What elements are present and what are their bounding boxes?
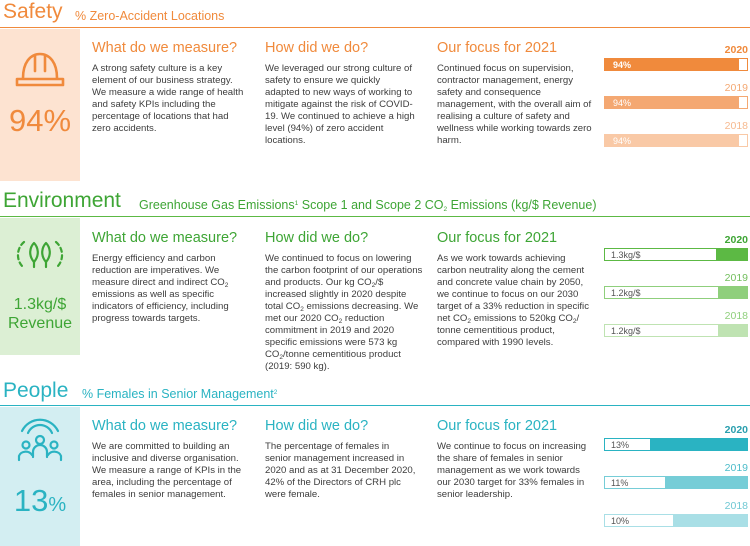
environment-bar-year-2018: 2018 (724, 310, 748, 322)
environment-subtitle-a: Greenhouse Gas Emissions (139, 198, 295, 212)
environment-bar-fill-2018 (718, 325, 747, 336)
environment-did-text-c: emissions decreasing. We met our 2020 CO (265, 301, 419, 324)
safety-focus-text: Continued focus on supervision, contractor management, energy safety and consequence management, with the overall aim of realising a culture of safety and wellness while working towards zero harm. (437, 63, 592, 146)
environment-did-text (265, 253, 423, 373)
environment-subtitle (139, 198, 597, 212)
people-subtitle (82, 387, 277, 401)
environment-did-heading: How did we do? (265, 230, 369, 246)
people-bar-2019 (604, 476, 748, 489)
safety-bar-label-2019: 94% (613, 98, 632, 108)
people-did-text: The percentage of females in senior management increased in 2020 and as at 31 December 2020, 42% of the Directors of CRH plc were female. (265, 441, 416, 500)
environment-focus-heading: Our focus for 2021 (437, 230, 558, 246)
safety-bar-2020 (604, 58, 748, 71)
environment-did-text-sub2: 2 (300, 306, 304, 313)
safety-bar-chart (604, 44, 748, 159)
environment-section (0, 183, 750, 372)
safety-bar-2018 (604, 134, 748, 147)
environment-subtitle-b: Scope 1 and Scope 2 CO (298, 198, 444, 212)
safety-did-heading: How did we do? (265, 40, 369, 56)
people-bar-label-2018: 10% (611, 516, 630, 526)
environment-measure-text (92, 253, 248, 325)
environment-did-text-sub4: 2 (279, 354, 284, 361)
safety-measure-text: A strong safety culture is a key element of our business strategy. We measure a wide range of health and safety KPIs including the percentage of locations that had zero accidents. (92, 63, 244, 134)
people-subtitle-sup: 2 (273, 389, 278, 396)
environment-measure-text-a: Energy efficiency and carbon reduction are imperatives. We measure direct and indirect CO (92, 253, 225, 288)
environment-divider (0, 216, 750, 217)
environment-kpi-panel (0, 218, 80, 355)
environment-title: Environment (3, 189, 121, 212)
safety-bar-label-2020: 94% (613, 60, 632, 70)
environment-did-text-sub1: 2 (371, 282, 376, 289)
people-measure-text: We are committed to building an inclusive and diverse organisation. We measure a range of KPIs in the area, including the percentage of females in senior management. (92, 441, 242, 500)
environment-kpi-value: 1.3kg/$ (13, 296, 67, 313)
people-divider (0, 405, 750, 406)
environment-did-text-e: /tonne cementitious product (2019: 590 kg). (265, 349, 401, 372)
safety-did-text: We leveraged our strong culture of safety to ensure we quickly adapted to new ways of working to mitigate against the risk of COVID-19. We continued to achieve a high level (94%) of zero accident locations. (265, 63, 415, 146)
environment-bar-year-2019: 2019 (724, 272, 748, 284)
people-bar-fill-2018 (673, 515, 747, 526)
people-bar-2020 (604, 438, 748, 451)
safety-title: Safety (3, 0, 63, 23)
safety-focus-heading: Our focus for 2021 (437, 40, 558, 56)
people-subtitle-text: % Females in Senior Management (82, 387, 274, 401)
safety-focus-column (437, 40, 603, 147)
environment-bar-label-2018: 1.2kg/$ (611, 326, 641, 336)
people-measure-heading: What do we measure? (92, 418, 238, 434)
environment-focus-text-b: emissions to 520kg CO (471, 313, 573, 324)
safety-section (0, 0, 750, 182)
people-bar-year-2019: 2019 (724, 462, 748, 474)
safety-measure-heading: What do we measure? (92, 40, 238, 56)
environment-did-text-sub3: 2 (338, 318, 343, 325)
environment-subtitle-sub: 2 (443, 206, 448, 213)
hard-hat-icon (15, 45, 65, 89)
leaf-circle-icon (15, 232, 65, 276)
safety-kpi-panel (0, 29, 80, 181)
safety-measure-column (92, 40, 258, 135)
safety-did-column (265, 40, 431, 147)
people-focus-column (437, 418, 603, 501)
environment-bar-year-2020: 2020 (724, 234, 748, 246)
environment-focus-text-c: / tonne cementitious product, compared with 1990 levels. (437, 313, 580, 348)
environment-bar-fill-2019 (718, 287, 747, 298)
safety-bar-year-2018: 2018 (724, 120, 748, 132)
safety-divider (0, 27, 750, 28)
environment-measure-heading: What do we measure? (92, 230, 238, 246)
people-bar-fill-2020 (650, 439, 747, 450)
safety-subtitle: % Zero-Accident Locations (75, 9, 225, 23)
safety-bar-label-2018: 94% (613, 136, 632, 146)
people-bar-2018 (604, 514, 748, 527)
environment-did-text-a: We continued to focus on lowering the carbon footprint of our operations and products. Our kg CO (265, 253, 423, 288)
people-kpi-percent: % (48, 494, 67, 516)
environment-bar-2020 (604, 248, 748, 261)
safety-bar-year-2020: 2020 (724, 44, 748, 56)
people-group-icon (14, 415, 66, 463)
people-did-heading: How did we do? (265, 418, 369, 434)
environment-kpi-unit: Revenue (7, 315, 73, 332)
environment-bar-fill-2020 (716, 249, 747, 260)
environment-focus-text (437, 253, 595, 349)
people-focus-text: We continue to focus on increasing the share of females in senior management as we work towards our 2030 target for 33% females in senior leadership. (437, 441, 587, 500)
safety-kpi-value: 94% (8, 103, 72, 138)
environment-measure-text-b: emissions as well as specific indicators of efficiency, including progress towards targets. (92, 289, 229, 324)
environment-did-text-d: reduction commitment in 2019 and 2020 specific emissions were 573 kg CO (265, 313, 398, 360)
people-title: People (3, 379, 69, 402)
environment-focus-column (437, 230, 603, 349)
environment-bar-label-2020: 1.3kg/$ (611, 250, 641, 260)
people-kpi-number: 13 (13, 483, 49, 518)
people-section (0, 376, 750, 546)
people-bar-chart (604, 424, 748, 544)
environment-subtitle-c: Emissions (kg/$ Revenue) (447, 198, 597, 212)
people-measure-column (92, 418, 258, 501)
people-bar-label-2020: 13% (611, 440, 630, 450)
people-kpi-value (0, 483, 80, 519)
people-bar-year-2020: 2020 (724, 424, 748, 436)
environment-focus-text-a: As we work towards achieving carbon neutrality along the cement and concrete value chain by 2050, we continue to focus on our 2030 target of a 33% reduction in specific net CO (437, 253, 589, 324)
environment-subtitle-sup: 1 (294, 200, 299, 207)
people-bar-fill-2019 (665, 477, 747, 488)
environment-bar-2019 (604, 286, 748, 299)
safety-bar-year-2019: 2019 (724, 82, 748, 94)
environment-focus-text-sub2: 2 (572, 318, 577, 325)
environment-did-column (265, 230, 431, 373)
people-kpi-panel (0, 407, 80, 546)
environment-focus-text-sub1: 2 (467, 318, 472, 325)
people-focus-heading: Our focus for 2021 (437, 418, 558, 434)
people-did-column (265, 418, 431, 501)
people-bar-label-2019: 11% (611, 478, 629, 488)
environment-bar-label-2019: 1.2kg/$ (611, 288, 641, 298)
environment-measure-text-sub: 2 (224, 282, 229, 289)
environment-bar-chart (604, 234, 748, 350)
safety-bar-2019 (604, 96, 748, 109)
environment-measure-column (92, 230, 258, 325)
environment-did-text-b: /$ increased slightly in 2020 despite total CO (265, 277, 407, 312)
people-bar-year-2018: 2018 (724, 500, 748, 512)
environment-bar-2018 (604, 324, 748, 337)
